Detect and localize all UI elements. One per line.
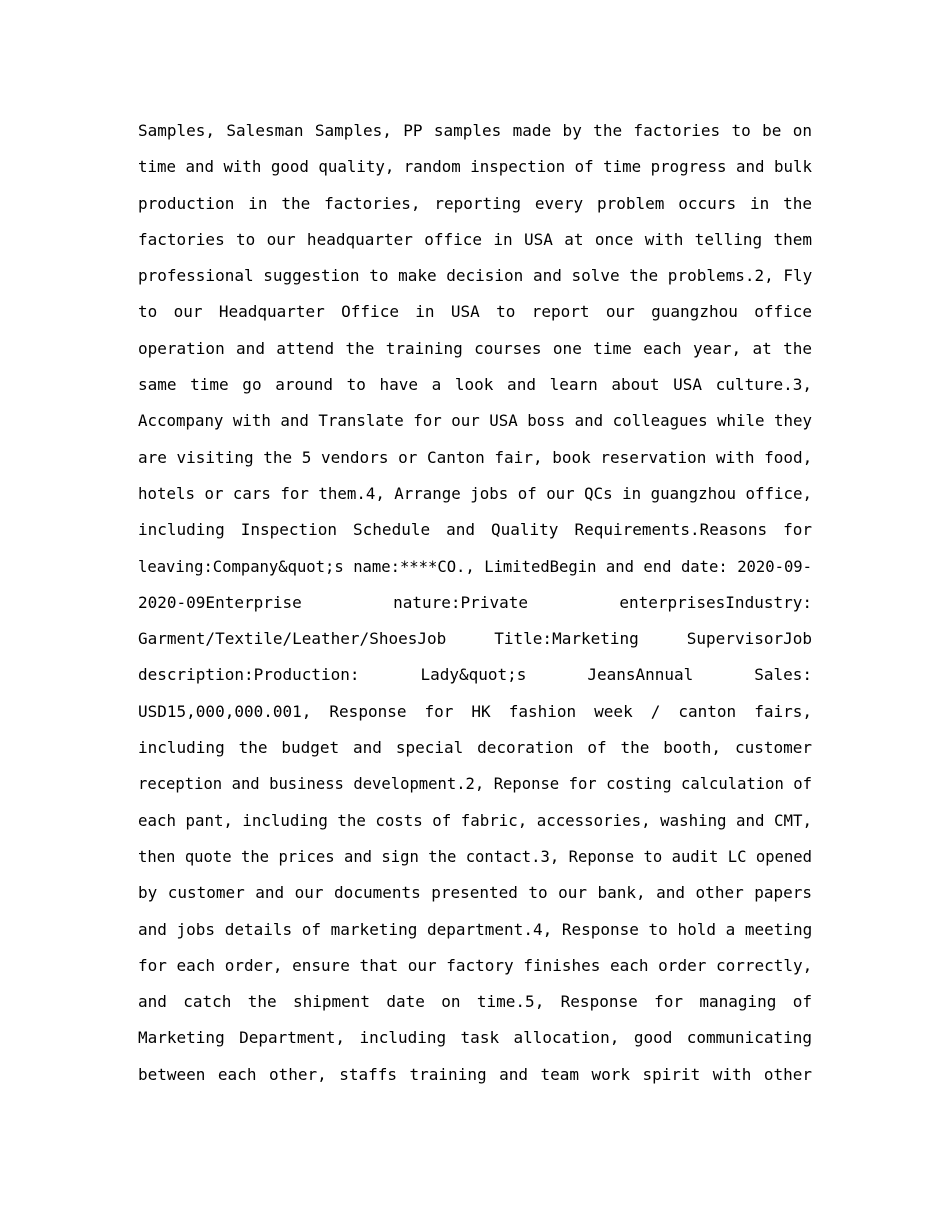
- text-line: time and with good quality, random inspection of time progress and bulk: [138, 157, 812, 177]
- text-line: to our Headquarter Office in USA to report our guangzhou office: [138, 302, 812, 322]
- text-line: USD15,000,000.001, Response for HK fashion week / canton fairs,: [138, 701, 812, 721]
- text-line: by customer and our documents presented to our bank, and other papers: [138, 883, 812, 903]
- text-line: and catch the shipment date on time.5, Response for managing of: [138, 992, 812, 1012]
- text-line: 2020-09Enterprise nature:Private enterprisesIndustry:: [138, 592, 812, 612]
- text-line: between each other, staffs training and team work spirit with other: [138, 1064, 812, 1084]
- text-line: hotels or cars for them.4, Arrange jobs of our QCs in guangzhou office,: [138, 483, 812, 503]
- text-line: professional suggestion to make decision and solve the problems.2, Fly: [138, 266, 813, 286]
- text-line: operation and attend the training courses one time each year, at the: [138, 338, 812, 358]
- text-line: are visiting the 5 vendors or Canton fair, book reservation with food,: [138, 447, 813, 467]
- text-line: Marketing Department, including task allocation, good communicating: [138, 1028, 812, 1048]
- body-text: [138, 113, 812, 1093]
- text-line: Accompany with and Translate for our USA boss and colleagues while they: [138, 411, 812, 431]
- text-line: Garment/Textile/Leather/ShoesJob Title:Marketing SupervisorJob: [138, 629, 812, 649]
- text-line: factories to our headquarter office in USA at once with telling them: [138, 229, 812, 249]
- text-line: Samples, Salesman Samples, PP samples made by the factories to be on: [138, 121, 812, 140]
- text-line: each pant, including the costs of fabric, accessories, washing and CMT,: [138, 810, 812, 830]
- text-line: then quote the prices and sign the contact.3, Reponse to audit LC opened: [138, 847, 812, 866]
- text-line: reception and business development.2, Reponse for costing calculation of: [138, 775, 812, 794]
- text-line: for each order, ensure that our factory finishes each order correctly,: [138, 955, 813, 975]
- text-line: leaving:Company&quot;s name:****CO., LimitedBegin and end date: 2020-09-: [138, 557, 812, 576]
- text-line: production in the factories, reporting every problem occurs in the: [138, 193, 812, 213]
- text-line: including Inspection Schedule and Quality Requirements.Reasons for: [138, 520, 812, 540]
- text-line: including the budget and special decoration of the booth, customer: [138, 738, 812, 758]
- text-line: description:Production: Lady&quot;s JeansAnnual Sales:: [138, 665, 812, 685]
- text-line: same time go around to have a look and learn about USA culture.3,: [138, 375, 812, 395]
- text-line: and jobs details of marketing department.4, Response to hold a meeting: [138, 919, 813, 939]
